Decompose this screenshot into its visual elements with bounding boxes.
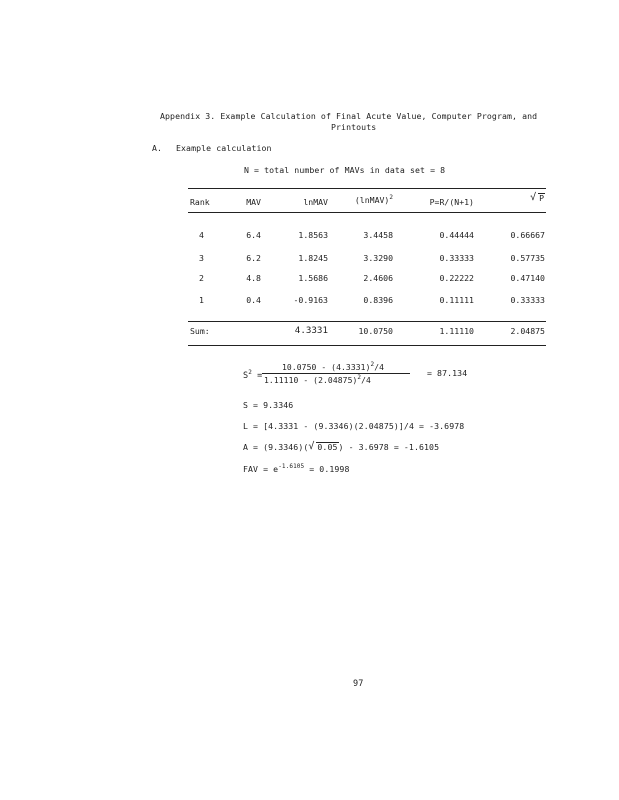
cell-rank: 4 (199, 230, 204, 240)
cell-lnmav-squared: 0.8396 (363, 295, 393, 305)
cell-p: 0.33333 (439, 253, 474, 263)
fav-value-line (243, 463, 349, 474)
a-line-prefix: A = (9.3346)( (243, 442, 309, 452)
header-p: P=R/(N+1) (429, 197, 474, 207)
cell-mav: 6.4 (246, 230, 261, 240)
l-value-line: L = [4.3331 - (9.3346)(2.04875)]/4 = -3.6978 (243, 421, 465, 431)
cell-rank: 1 (199, 295, 204, 305)
denominator-exp: 2 (357, 374, 362, 381)
table-bottom-rule (188, 345, 546, 346)
denominator-tail: /4 (361, 376, 371, 385)
cell-p: 0.22222 (439, 273, 474, 283)
fav-suffix: = 0.1998 (304, 464, 350, 474)
fraction-numerator (282, 361, 384, 372)
section-title: Example calculation (176, 143, 272, 153)
cell-lnmav-squared: 3.3290 (363, 253, 393, 263)
header-lnmav-squared-base: (lnMAV) (354, 195, 390, 205)
s-squared-base: S (243, 371, 249, 381)
cell-lnmav-squared: 2.4606 (363, 273, 393, 283)
cell-lnmav: 1.8563 (298, 230, 328, 240)
sum-lnmav: 4.3331 (294, 325, 328, 336)
table-top-rule (188, 188, 546, 189)
a-value-line (243, 442, 439, 452)
cell-p: 0.11111 (439, 295, 474, 305)
appendix-title-line-1: Appendix 3. Example Calculation of Final Acute Value, Computer Program, and (160, 111, 538, 121)
appendix-title-line-2: Printouts (331, 122, 377, 132)
header-sqrt-p-label: P (539, 193, 544, 203)
sum-label: Sum: (190, 326, 210, 336)
numerator-text: 10.0750 - (4.3331) (282, 363, 371, 372)
cell-sqrt-p: 0.33333 (510, 295, 545, 305)
sum-lnmav-squared: 10.0750 (358, 326, 393, 336)
numerator-tail: /4 (374, 363, 385, 372)
header-lnmav-squared-exp: 2 (389, 194, 393, 201)
s-squared-exp: 2 (248, 369, 252, 376)
header-sqrt-p (495, 193, 545, 203)
cell-sqrt-p: 0.57735 (510, 253, 545, 263)
cell-sqrt-p: 0.66667 (510, 230, 545, 240)
cell-mav: 6.2 (246, 253, 261, 263)
n-definition: N = total number of MAVs in data set = 8 (244, 165, 446, 175)
cell-p: 0.44444 (439, 230, 474, 240)
s-squared-label (243, 369, 262, 381)
fav-prefix: FAV = e (243, 464, 279, 474)
cell-mav: 4.8 (246, 273, 261, 283)
s-squared-equals: = (257, 371, 263, 381)
numerator-exp: 2 (370, 361, 375, 368)
cell-lnmav: -0.9163 (293, 295, 328, 305)
header-lnmav-squared (345, 194, 393, 205)
cell-rank: 2 (199, 273, 204, 283)
fav-exponent: -1.6105 (278, 463, 305, 470)
cell-lnmav: 1.5686 (298, 273, 328, 283)
table-sum-rule (188, 321, 546, 322)
sum-sqrt-p: 2.04875 (510, 326, 545, 336)
fraction-denominator (264, 374, 371, 385)
header-rank: Rank (190, 197, 210, 207)
cell-rank: 3 (199, 253, 204, 263)
s-squared-result: = 87.134 (427, 368, 468, 378)
section-label: A. (152, 143, 163, 153)
sqrt-symbol: √ P (530, 192, 544, 203)
s-value-line: S = 9.3346 (243, 400, 294, 410)
denominator-text: 1.11110 - (2.04875) (264, 376, 358, 385)
table-header-rule (188, 212, 546, 213)
cell-mav: 0.4 (246, 295, 261, 305)
cell-lnmav-squared: 3.4458 (363, 230, 393, 240)
a-line-suffix: ) - 3.6978 = -1.6105 (338, 442, 440, 452)
cell-sqrt-p: 0.47140 (510, 273, 545, 283)
a-line-sqrt-value: 0.05 (317, 442, 338, 452)
header-lnmav: lnMAV (303, 197, 328, 207)
a-line-sqrt: √ 0.05 (308, 441, 338, 452)
sum-p: 1.11110 (439, 326, 474, 336)
header-mav: MAV (246, 197, 261, 207)
page-number: 97 (353, 679, 364, 689)
cell-lnmav: 1.8245 (298, 253, 328, 263)
